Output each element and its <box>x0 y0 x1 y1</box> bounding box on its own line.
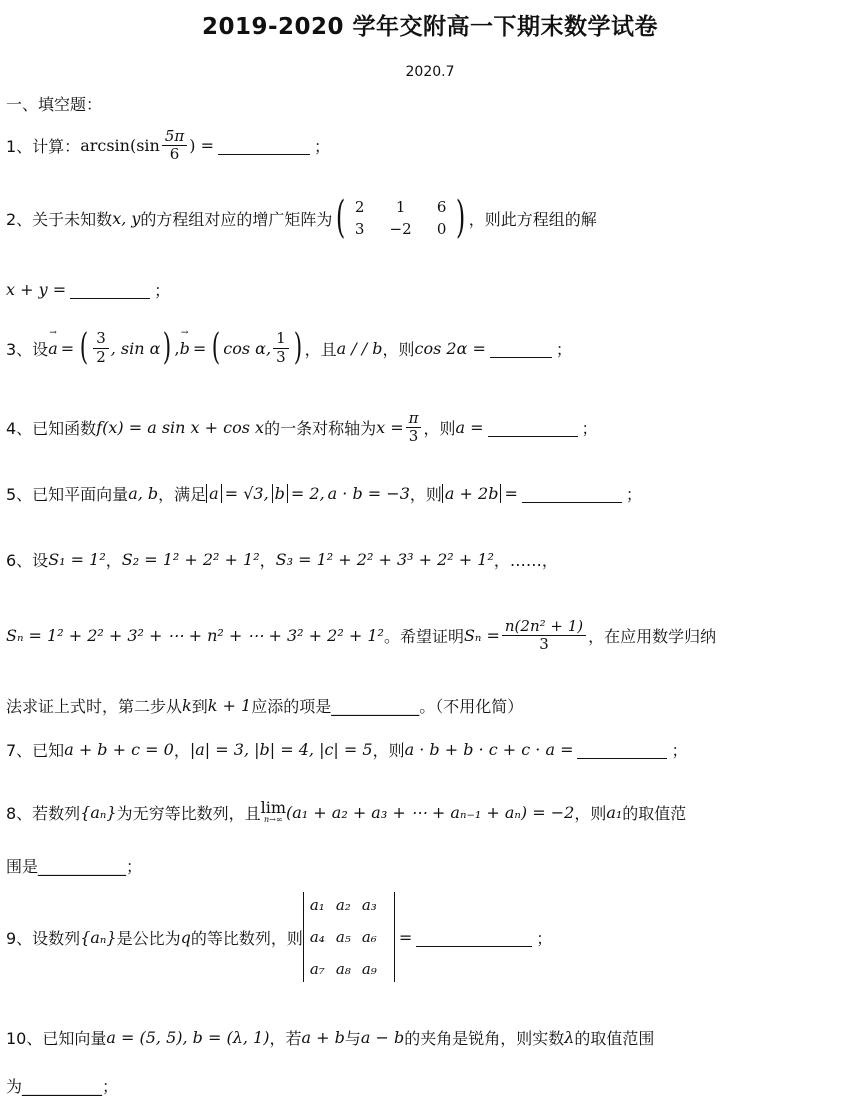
q9-prefix: 9、设数列 <box>6 928 81 948</box>
q3-ask: cos 2α = <box>414 338 486 358</box>
q4-end: ； <box>581 419 598 439</box>
q6-fraction <box>502 618 586 654</box>
q3-mid: ，且 <box>304 339 337 359</box>
q4-prefix: 4、已知函数 <box>6 419 97 439</box>
det-cell: a₄ <box>309 928 325 946</box>
question-7 <box>6 738 688 761</box>
question-4 <box>6 410 598 446</box>
q3-parallel: a / / b <box>336 338 383 358</box>
q10-mid: ，若 <box>269 1029 302 1048</box>
det-cell: a₈ <box>335 960 351 978</box>
q3-answer-blank[interactable] <box>490 339 552 358</box>
q5-ask: a + 2b <box>442 484 502 503</box>
q7-prefix: 7、已知 <box>6 741 65 760</box>
q1-expr-end: ) = <box>189 136 214 156</box>
q7-ask: a · b + b · c + c · a = <box>404 740 574 759</box>
q8-a1: a₁ <box>606 802 623 822</box>
q7-then: ，则 <box>372 741 405 760</box>
q3-b-fraction <box>273 330 289 366</box>
q10-prefix: 10、已知向量 <box>6 1029 107 1048</box>
q6-to: 到 <box>191 697 208 716</box>
q1-fraction <box>162 128 187 164</box>
q1-answer-blank[interactable] <box>218 136 310 155</box>
exam-date: 2020.7 <box>405 64 455 80</box>
q10-tail: 的夹角是锐角，则实数 <box>404 1029 565 1048</box>
q5-dot: a · b = −3 <box>327 484 410 503</box>
q3-vector-b: → b <box>180 339 190 358</box>
q10-sum: a + b <box>301 1028 345 1047</box>
det-cell: a₆ <box>361 928 377 946</box>
q2-vars: x, y <box>112 208 141 228</box>
q6-line3-end: 应添的项是___________。（不用化简） <box>251 697 524 716</box>
question-2-line-2 <box>6 278 170 301</box>
q4-fraction <box>406 410 422 446</box>
q6-ellipsis: ，……， <box>493 551 558 570</box>
section-heading: 一、填空题： <box>6 95 103 114</box>
q7-end: ； <box>671 741 688 760</box>
q3-a-fraction <box>93 330 109 366</box>
matrix-cell: 1 <box>395 198 406 216</box>
det-cell: a₉ <box>361 960 377 978</box>
q9-eq: = <box>398 927 413 947</box>
q8-then: ，则 <box>574 803 607 823</box>
q8-limit <box>261 800 286 824</box>
q6-s1: S₁ = 1² <box>48 550 106 569</box>
q6-tail: ，在应用数学归纳 <box>588 627 717 647</box>
q3-comma: , <box>174 338 180 358</box>
q6-k1: k + 1 <box>207 696 252 715</box>
q2-matrix-left-paren: ( <box>336 192 346 243</box>
q9-mid2: 的等比数列，则 <box>190 928 303 948</box>
question-10 <box>6 1026 654 1049</box>
q3-end: ； <box>555 339 572 359</box>
q5-mid: ，满足 <box>158 485 207 504</box>
q7-sep: ， <box>173 741 190 760</box>
q3-right-paren-a: ) <box>163 327 172 368</box>
q6-k: k <box>182 696 192 715</box>
q8-prefix: 8、若数列 <box>6 803 81 823</box>
question-6-line-2 <box>6 618 716 654</box>
q2-matrix-right-paren: ) <box>455 192 465 243</box>
q6-num: n(2n² + 1) <box>502 618 586 636</box>
q6-s2: S₂ = 1² + 2² + 1² <box>121 550 260 569</box>
q3-eq-b: = <box>192 338 207 358</box>
question-8-line-2: 围是___________； <box>6 857 143 876</box>
q3-left-paren-b: ( <box>212 327 221 368</box>
q3-right-paren-b: ) <box>293 327 302 368</box>
question-3 <box>6 327 572 368</box>
q2-mid: 的方程组对应的增广矩阵为 <box>140 209 333 229</box>
question-10-line-2: 为__________； <box>6 1077 119 1096</box>
q2-line2: x + y = <box>6 280 67 299</box>
q5-prefix: 5、已知平面向量 <box>6 485 129 504</box>
q6-sn2: Sₙ = <box>463 626 500 646</box>
q9-answer-blank[interactable] <box>416 928 532 947</box>
question-5 <box>6 482 642 505</box>
q5-vectors: a, b <box>128 484 159 503</box>
q5-eq: = <box>504 484 518 503</box>
q10-lambda: λ <box>564 1028 575 1047</box>
q6-sep-2: ， <box>259 551 276 570</box>
question-6 <box>6 548 558 571</box>
q3-prefix: 3、设 <box>6 339 49 359</box>
matrix-cell: 0 <box>436 220 447 238</box>
q5-norm-b: b <box>272 484 288 503</box>
q2-matrix <box>350 198 452 238</box>
q8-mid: 为无穷等比数列，且 <box>116 803 261 823</box>
q6-prefix: 6、设 <box>6 551 49 570</box>
q2-end: ； <box>154 281 171 300</box>
q4-den: 3 <box>408 427 419 446</box>
matrix-cell: 2 <box>354 198 365 216</box>
q8-tail: 的取值范 <box>622 803 687 823</box>
q5-norm-b-value: = 2, <box>290 484 325 503</box>
det-cell: a₇ <box>309 960 325 978</box>
q10-vectors: a = (5, 5), b = (λ, 1) <box>106 1028 270 1047</box>
q8-lim-sub: n→∞ <box>264 815 283 824</box>
question-8 <box>6 800 686 824</box>
q3-b-num: 1 <box>273 330 289 348</box>
q5-then: ，则 <box>409 485 442 504</box>
q4-ask: a = <box>455 418 484 438</box>
q4-mid: 的一条对称轴为 <box>264 419 377 439</box>
q8-lim: lim <box>260 798 286 817</box>
q1-end: ； <box>313 137 330 157</box>
q8-expr: (a₁ + a₂ + a₃ + ⋯ + aₙ₋₁ + aₙ) = −2 <box>286 802 575 822</box>
q3-vector-a: → a <box>48 339 58 358</box>
q5-end: ； <box>625 485 642 504</box>
det-cell: a₁ <box>309 896 325 914</box>
det-cell: a₂ <box>335 896 351 914</box>
q2-prefix: 2、关于未知数 <box>6 209 113 229</box>
q3-then: ，则 <box>382 339 415 359</box>
page-title: 2019-2020 学年交附高一下期末数学试卷 <box>201 14 659 40</box>
q3-eq: = <box>60 338 75 358</box>
q1-frac-den: 6 <box>169 145 180 164</box>
q4-answer-blank[interactable] <box>488 418 578 437</box>
q9-end: ； <box>536 928 553 948</box>
q6-s3: S₃ = 1² + 2² + 3³ + 2² + 1² <box>275 550 494 569</box>
question-2 <box>6 192 597 243</box>
q4-function: f(x) = a sin x + cos x <box>96 418 265 438</box>
q10-with: 与 <box>344 1029 361 1048</box>
det-cell: a₃ <box>361 896 377 914</box>
q6-mid: 。希望证明 <box>383 627 464 647</box>
matrix-cell: −2 <box>389 220 412 238</box>
question-6-line-3 <box>6 694 523 717</box>
q9-seq: {aₙ} <box>80 927 117 947</box>
q6-sn: Sₙ = 1² + 2² + 3² + ⋯ + n² + ⋯ + 3² + 2² + 1² <box>6 626 384 646</box>
q6-sep-1: ， <box>105 551 122 570</box>
q7-answer-blank[interactable] <box>577 740 667 759</box>
q1-frac-num: 5π <box>162 128 187 146</box>
q3-a-sin: , sin α <box>110 338 161 358</box>
q5-norm-a-value: = √3, <box>224 484 269 503</box>
q6-den: 3 <box>539 635 549 654</box>
q10-tail2: 的取值范围 <box>574 1029 655 1048</box>
q7-cond: |a| = 3, |b| = 4, |c| = 5 <box>189 740 373 759</box>
det-cell: a₅ <box>335 928 351 946</box>
q1-expr-start: arcsin(sin <box>80 136 160 156</box>
q3-a-den: 2 <box>96 347 106 366</box>
q9-determinant <box>303 892 395 982</box>
q7-sum: a + b + c = 0 <box>64 740 174 759</box>
q3-b-cos: cos α, <box>223 338 272 358</box>
q5-norm-a: a <box>206 484 222 503</box>
q6-line3: 法求证上式时，第二步从 <box>6 697 183 716</box>
q3-a-num: 3 <box>93 330 109 348</box>
q3-b-den: 3 <box>276 347 286 366</box>
q4-num: π <box>406 410 422 428</box>
matrix-cell: 6 <box>436 198 447 216</box>
q10-diff: a − b <box>360 1028 405 1047</box>
q2-suffix: ，则此方程组的解 <box>468 209 597 229</box>
q9-q: q <box>180 927 191 947</box>
q2-answer-blank[interactable] <box>70 280 150 299</box>
question-9 <box>6 892 552 982</box>
q9-mid: 是公比为 <box>116 928 181 948</box>
q4-axis: x = <box>376 418 404 438</box>
q1-prefix: 1、计算： <box>6 137 81 157</box>
matrix-cell: 3 <box>354 220 365 238</box>
question-1 <box>6 128 330 164</box>
q3-left-paren-a: ( <box>79 327 89 368</box>
q4-then: ，则 <box>423 419 456 439</box>
q8-seq: {aₙ} <box>80 802 117 822</box>
q5-answer-blank[interactable] <box>522 484 622 503</box>
